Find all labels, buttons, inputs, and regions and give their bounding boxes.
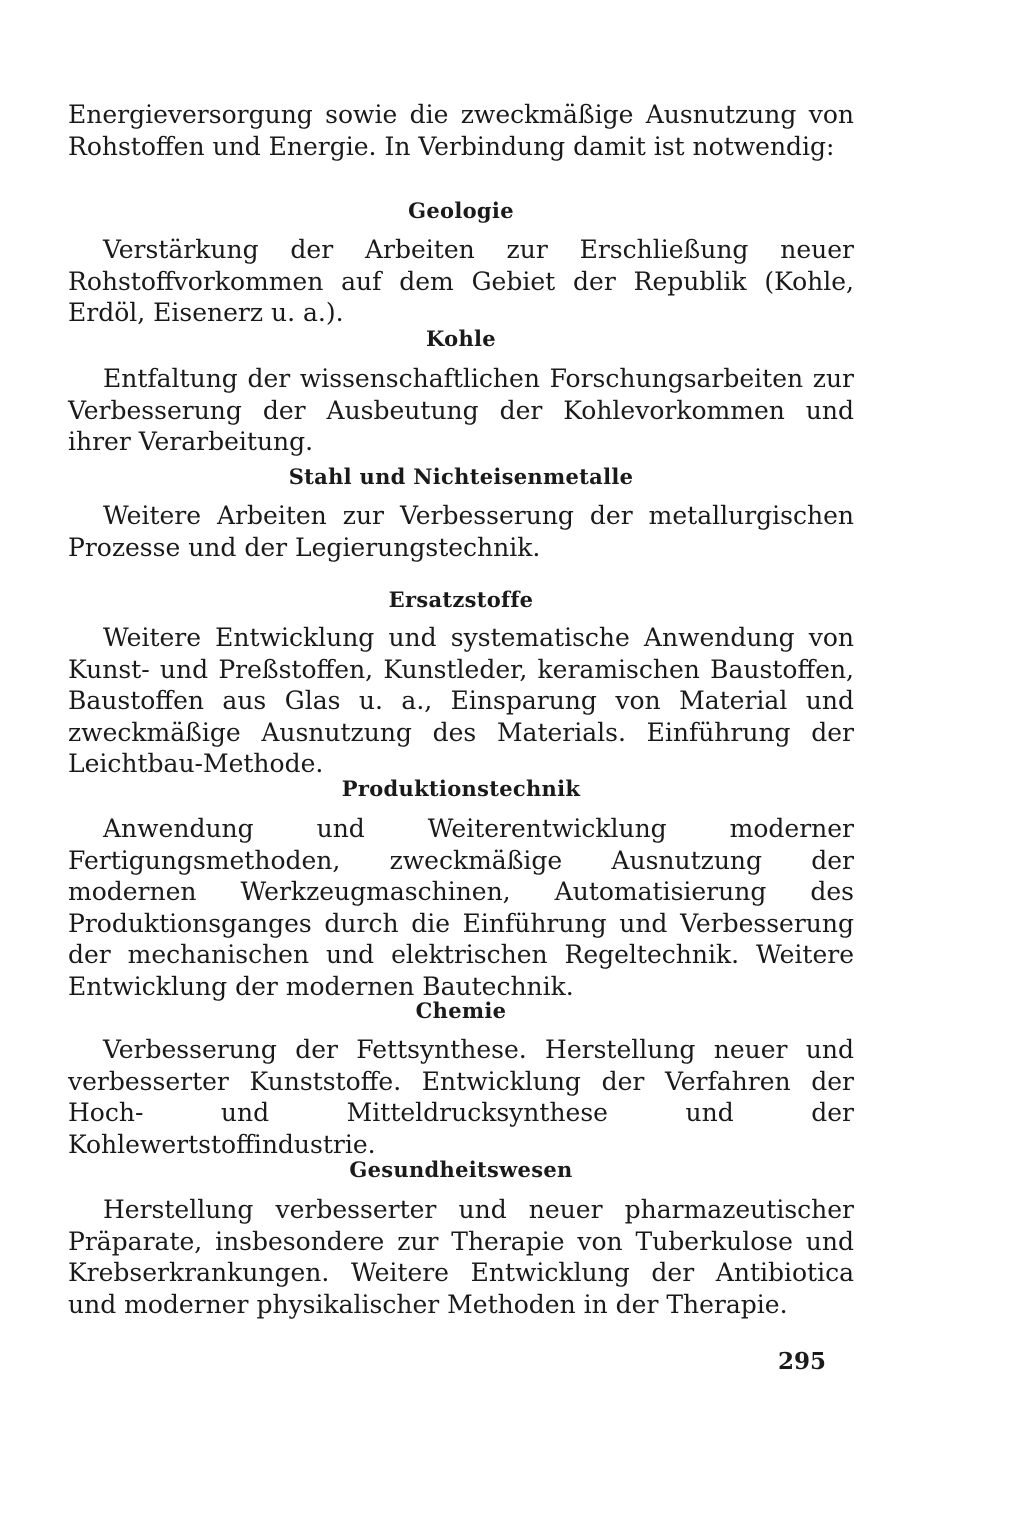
section-heading-stahl: Stahl und Nichteisenmetalle (288, 464, 634, 489)
page-number: 295 (777, 1348, 826, 1375)
section-text-ersatzstoffe: Weitere Entwicklung und systematische Anwendung von Kunst- und Preßstoffen, Kunstleder, keramischen Baustoffen, Baustoffen aus Glas u. a., Einsparung von Material und zweckmäßige Ausnutzung des Materials. Einführung der Leichtbau-Methode. (68, 623, 854, 778)
section-text-chemie: Verbesserung der Fettsynthese. Herstellung neuer und verbesserter Kunststoffe. Entwicklung der Verfahren der Hoch- und Mitteldrucksynthese und der Kohlewertstoffindustrie. (68, 1035, 854, 1159)
section-text-stahl: Weitere Arbeiten zur Verbesserung der metallurgischen Prozesse und der Legierungstechnik. (68, 501, 854, 562)
section-text-kohle: Entfaltung der wissenschaftlichen Forschungsarbeiten zur Verbesserung der Ausbeutung der Kohlevorkommen und ihrer Verarbeitung. (68, 364, 854, 456)
intro-paragraph: Energieversorgung sowie die zweckmäßige Ausnutzung von Rohstoffen und Energie. In Verbindung damit ist notwendig: (68, 100, 854, 161)
section-heading-gesundheitswesen: Gesundheitswesen (349, 1157, 573, 1182)
section-text-gesundheitswesen: Herstellung verbesserter und neuer pharmazeutischer Präparate, insbesondere zur Therapie von Tuberkulose und Krebserkrankungen. Weitere Entwicklung der Antibiotica und moderner physikalischer Methoden in der Therapie. (68, 1195, 854, 1319)
section-heading-kohle: Kohle (426, 326, 496, 351)
section-heading-geologie: Geologie (408, 198, 514, 223)
section-text-geologie: Verstärkung der Arbeiten zur Erschließung neuer Rohstoffvorkommen auf dem Gebiet der Republik (Kohle, Erdöl, Eisenerz u. a.). (68, 235, 854, 327)
section-heading-produktionstechnik: Produktionstechnik (341, 776, 581, 801)
section-heading-chemie: Chemie (415, 998, 507, 1023)
section-text-produktionstechnik: Anwendung und Weiterentwicklung moderner Fertigungsmethoden, zweckmäßige Ausnutzung der modernen Werkzeugmaschinen, Automatisierung des Produktionsganges durch die Einführung und Verbesserung der mechanischen und elektrischen Regeltechnik. Weitere Entwicklung der modernen Bautechnik. (68, 814, 854, 1001)
section-heading-ersatzstoffe: Ersatzstoffe (388, 587, 534, 612)
